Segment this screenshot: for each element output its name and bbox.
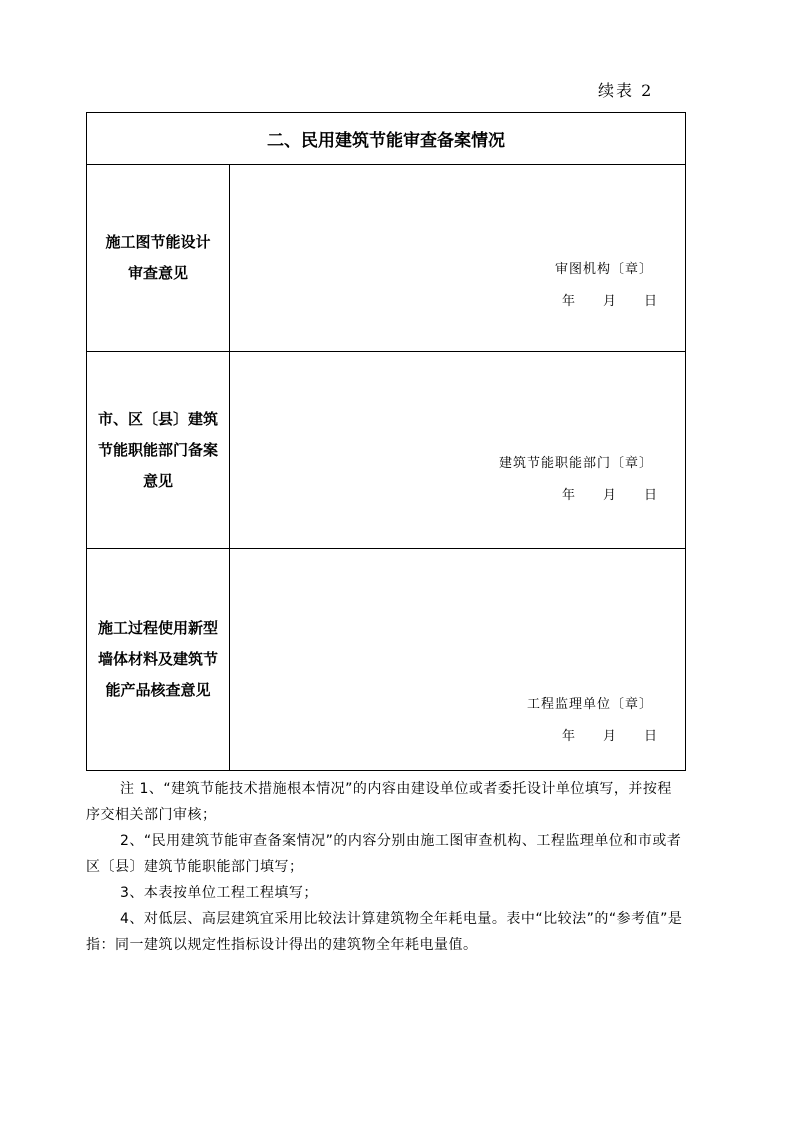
row-label (87, 549, 230, 770)
row-material-inspection (87, 549, 685, 770)
row-label (87, 352, 230, 548)
row-label (87, 164, 230, 351)
stamp-label: 建筑节能职能部门〔章〕 (498, 456, 653, 471)
date-year: 年 (561, 488, 575, 503)
date-day: 日 (643, 488, 657, 503)
date-line (562, 290, 657, 309)
note-item: 3、本表按单位工程工程填写； (120, 885, 318, 901)
label-line: 能产品核查意见 (105, 681, 211, 699)
label-line: 施工过程使用新型 (97, 619, 218, 637)
label-line: 节能职能部门备案 (97, 440, 218, 459)
label-line: 意见 (142, 471, 173, 490)
filing-form-table (86, 112, 686, 771)
row-drawing-review (87, 164, 685, 352)
date-year: 年 (561, 294, 575, 309)
note-item: 注 1、“建筑节能技术措施根本情况”的内容由建设单位或者委托设计单位填写，并按程序交相关部门审核； (86, 781, 672, 823)
date-month: 月 (602, 488, 616, 503)
label-line: 市、区〔县〕建筑 (97, 409, 218, 428)
note-item: 4、对低层、高层建筑宜采用比较法计算建筑物全年耗电量。表中“比较法”的“参考值”是指：同一建筑以规定性指标设计得出的建筑物全年耗电量值。 (86, 911, 683, 953)
stamp-label: 工程监理单位〔章〕 (526, 697, 653, 712)
opinion-field[interactable] (230, 549, 685, 770)
date-month: 月 (602, 294, 616, 309)
date-month: 月 (602, 729, 616, 744)
stamp-label: 审图机构〔章〕 (554, 262, 653, 277)
date-line (562, 484, 657, 503)
opinion-field[interactable] (230, 164, 685, 351)
opinion-field[interactable] (230, 352, 685, 548)
label-line: 墙体材料及建筑节 (97, 650, 218, 668)
continued-table-label: 续表 2 (598, 81, 654, 100)
label-line: 施工图节能设计 (105, 232, 211, 251)
date-day: 日 (643, 294, 657, 309)
date-day: 日 (643, 729, 657, 744)
date-year: 年 (561, 729, 575, 744)
note-item: 2、“民用建筑节能审查备案情况”的内容分别由施工图审查机构、工程监理单位和市或者区〔县〕建筑节能职能部门填写； (86, 833, 682, 875)
date-line (562, 725, 657, 744)
footnotes (86, 776, 684, 958)
row-energy-dept-filing (87, 352, 685, 549)
label-line: 审查意见 (127, 263, 188, 282)
form-title: 二、民用建筑节能审查备案情况 (87, 113, 685, 165)
